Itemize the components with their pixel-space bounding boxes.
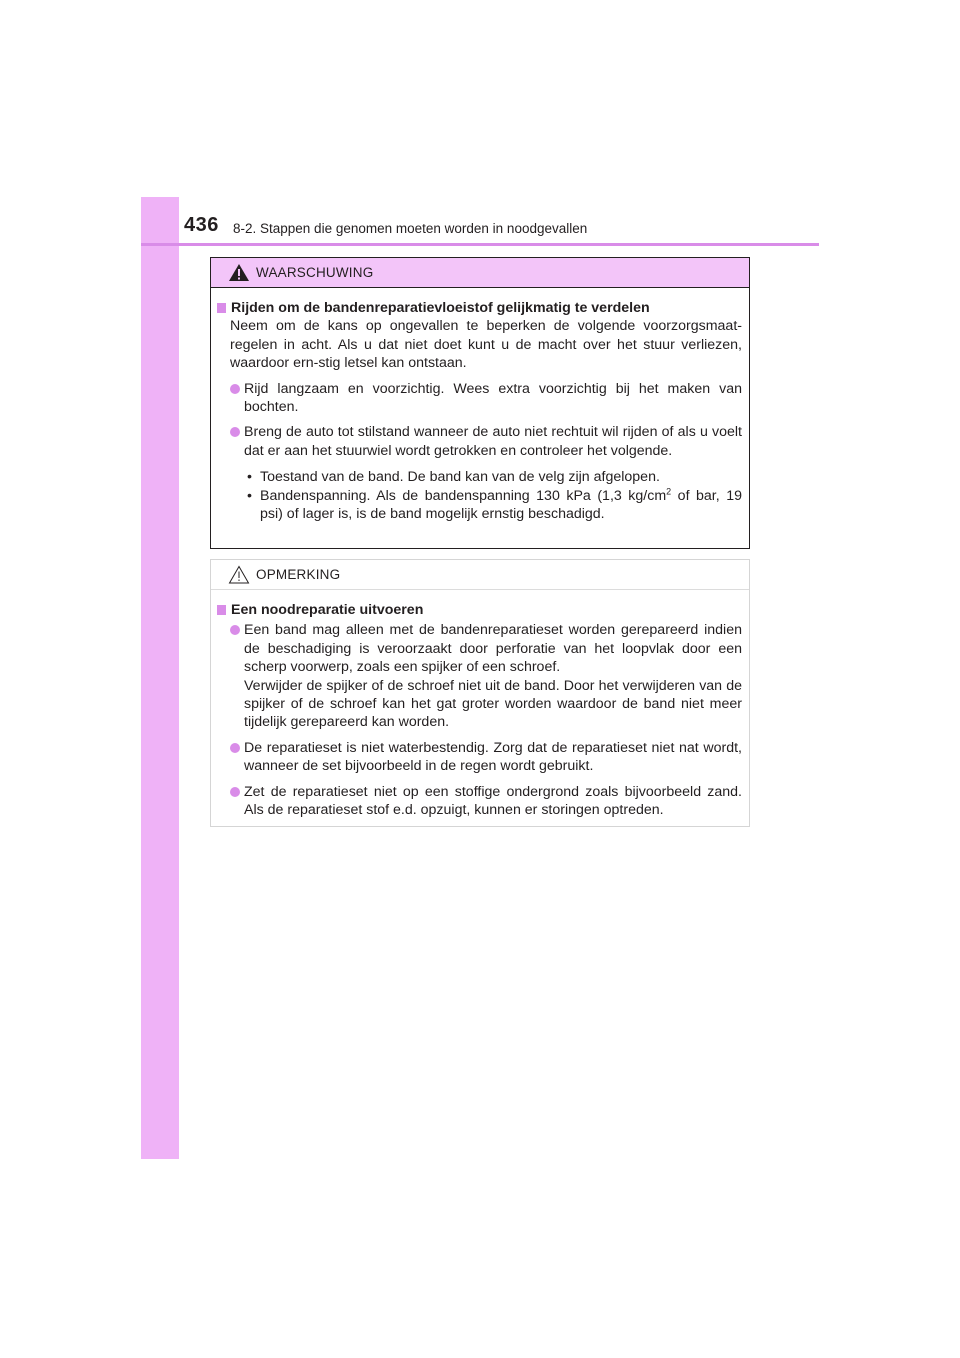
notice-bullet-text: Een band mag alleen met de bandenreparatieset worden gerepareerd indien de beschadiging is veroorzaakt door perforatie van het loopvlak door een scherp voorwerp, zoals een spijker of een schroef. bbox=[244, 622, 742, 676]
notice-header bbox=[211, 560, 749, 590]
warning-bullet bbox=[217, 380, 742, 417]
warning-sub-list bbox=[217, 468, 742, 523]
caution-outline-icon bbox=[228, 565, 250, 584]
square-bullet-icon bbox=[217, 605, 226, 615]
warning-heading-text: Rijden om de bandenreparatievloeistof gelijkmatig te verdelen bbox=[231, 300, 650, 316]
notice-bullet-text: De reparatieset is niet waterbestendig. Zorg dat de reparatieset niet nat wordt, wanneer de set bijvoorbeeld in de regen wordt gebruikt. bbox=[244, 739, 742, 775]
warning-heading bbox=[217, 299, 742, 317]
notice-bullet bbox=[217, 739, 742, 776]
warning-label: WAARSCHUWING bbox=[256, 265, 374, 280]
warning-sub-text: Bandenspanning. Als de bandenspanning 130 kPa (1,3 kg/cm bbox=[260, 487, 667, 504]
sub-bullet-icon: • bbox=[247, 487, 252, 504]
warning-sub-text-continued: of bar, 19 psi) of lager is, is de band mogelijk ernstig beschadigd. bbox=[260, 487, 742, 523]
warning-bullet-text: Rijd langzaam en voorzichtig. Wees extra voorzichtig bij het maken van bochten. bbox=[244, 380, 742, 416]
notice-bullet-text: Zet de reparatieset niet op een stoffige ondergrond zoals bijvoorbeeld zand. Als de reparatieset stof e.d. opzuigt, kunnen er storingen optreden. bbox=[244, 783, 742, 819]
notice-bullet bbox=[217, 621, 742, 731]
warning-bullet bbox=[217, 423, 742, 460]
notice-heading bbox=[217, 601, 742, 619]
notice-heading-text: Een noodreparatie uitvoeren bbox=[231, 602, 424, 618]
notice-bullet-continued: Verwijder de spijker of de schroef niet uit de band. Door het verwijderen van de spijker of de schroef kan het gat groter worden waardoor de band niet meer tijdelijk gerepareerd kan worden. bbox=[244, 677, 742, 731]
section-side-strip bbox=[141, 197, 179, 1159]
section-title: 8-2. Stappen die genomen moeten worden in noodgevallen bbox=[233, 221, 588, 236]
round-bullet-icon bbox=[230, 625, 240, 635]
round-bullet-icon bbox=[230, 743, 240, 753]
warning-sub-text: Toestand van de band. De band kan van de velg zijn afgelopen. bbox=[260, 469, 660, 486]
warning-box bbox=[210, 257, 750, 549]
warning-intro: Neem om de kans op ongevallen te beperken de volgende voorzorgsmaat-regelen in acht. Als u dat niet doet kunt u de macht over het stuur verliezen, waardoor ern-stig letsel kan ontstaan. bbox=[230, 318, 742, 372]
notice-label: OPMERKING bbox=[256, 567, 341, 582]
notice-box bbox=[210, 559, 750, 827]
warning-header bbox=[211, 258, 749, 288]
round-bullet-icon bbox=[230, 384, 240, 394]
square-bullet-icon bbox=[217, 303, 226, 313]
round-bullet-icon bbox=[230, 787, 240, 797]
warning-sub-item bbox=[217, 487, 742, 524]
page-number: 436 bbox=[184, 214, 219, 236]
warning-bullet-text: Breng de auto tot stilstand wanneer de auto niet rechtuit wil rijden of als u voelt dat er aan het stuurwiel wordt getrokken en controleer het volgende. bbox=[244, 424, 742, 459]
notice-body bbox=[211, 590, 749, 819]
warning-icon bbox=[228, 263, 250, 282]
round-bullet-icon bbox=[230, 427, 240, 437]
warning-sub-item bbox=[217, 468, 742, 486]
sub-bullet-icon: • bbox=[247, 469, 252, 486]
warning-body bbox=[211, 288, 749, 523]
header-rule bbox=[141, 243, 819, 246]
superscript: 2 bbox=[666, 485, 672, 496]
notice-bullet bbox=[217, 783, 742, 820]
